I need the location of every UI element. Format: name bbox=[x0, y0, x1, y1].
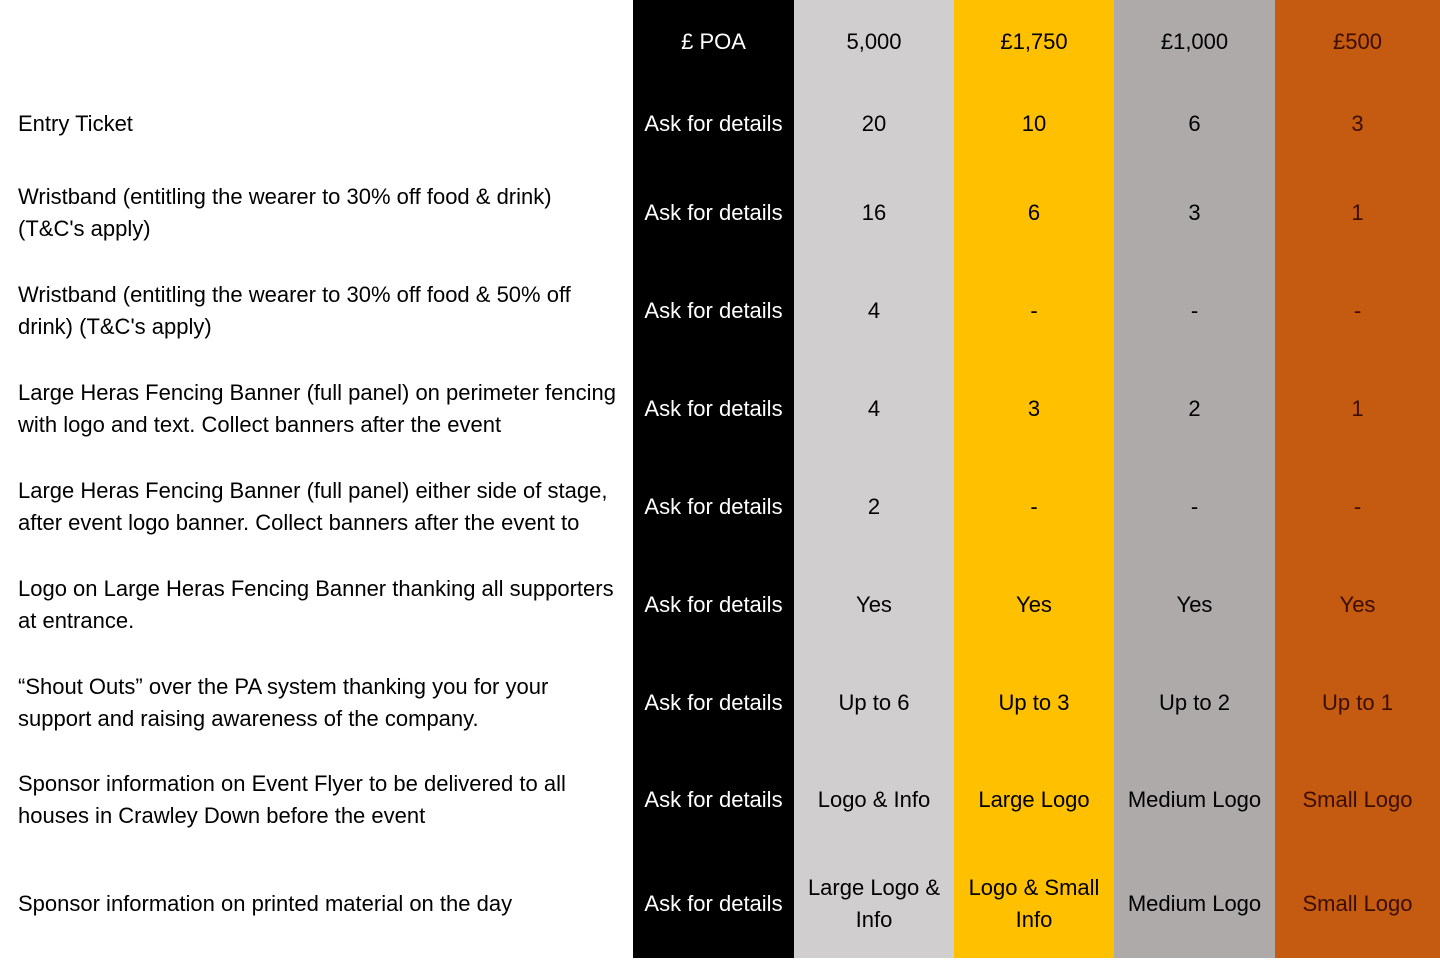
row-label: Sponsor information on printed material on the day bbox=[18, 890, 513, 916]
row-tier4: 1 bbox=[1351, 396, 1364, 421]
row-poa: Ask for details bbox=[644, 592, 783, 617]
row-tier1: 4 bbox=[867, 298, 881, 323]
row-tier4: Up to 1 bbox=[1322, 689, 1393, 715]
row-label: Logo on Large Heras Fencing Banner thanking all supporters at entrance. bbox=[18, 576, 614, 633]
row-tier3: 6 bbox=[1188, 111, 1201, 136]
row-tier3: - bbox=[1190, 494, 1199, 519]
row-poa: Ask for details bbox=[644, 298, 783, 323]
row-tier1: Yes bbox=[856, 592, 892, 617]
row-tier4: 3 bbox=[1351, 111, 1364, 136]
row-label: Large Heras Fencing Banner (full panel) either side of stage, after event logo banner. Collect banners after the event to bbox=[18, 478, 608, 535]
row-label: Wristband (entitling the wearer to 30% off food & 50% off drink) (T&C's apply) bbox=[18, 282, 571, 339]
row-tier4: - bbox=[1353, 298, 1362, 323]
row-poa: Ask for details bbox=[644, 494, 783, 519]
row-tier1: 2 bbox=[867, 494, 881, 519]
row-tier3: Medium Logo bbox=[1127, 890, 1262, 916]
row-tier3: Up to 2 bbox=[1159, 689, 1230, 715]
row-poa: Ask for details bbox=[644, 689, 783, 715]
row-tier1: Logo & Info bbox=[817, 787, 931, 812]
header-tier2: £1,750 bbox=[1000, 29, 1068, 54]
row-tier1: 20 bbox=[861, 111, 887, 136]
header-poa: £ POA bbox=[681, 29, 746, 54]
row-label: Wristband (entitling the wearer to 30% off food & drink) (T&C's apply) bbox=[18, 184, 552, 241]
row-tier3: - bbox=[1190, 298, 1199, 323]
row-tier2: Yes bbox=[1016, 592, 1052, 617]
row-tier2: Logo & Small Info bbox=[968, 874, 1100, 932]
row-tier4: Small Logo bbox=[1302, 890, 1413, 916]
row-tier4: Small Logo bbox=[1302, 787, 1413, 812]
row-label: Entry Ticket bbox=[18, 111, 133, 136]
row-tier4: 1 bbox=[1351, 200, 1364, 225]
row-poa: Ask for details bbox=[644, 890, 783, 916]
row-tier2: Large Logo bbox=[978, 787, 1090, 812]
row-label: Large Heras Fencing Banner (full panel) on perimeter fencing with logo and text. Collect banners after the event bbox=[18, 380, 616, 437]
row-tier1: Large Logo & Info bbox=[807, 874, 941, 932]
row-tier3: Yes bbox=[1176, 592, 1213, 617]
row-tier2: 3 bbox=[1027, 396, 1041, 421]
row-poa: Ask for details bbox=[644, 200, 783, 225]
row-tier4: Yes bbox=[1339, 592, 1376, 617]
row-tier3: 2 bbox=[1188, 396, 1201, 421]
header-tier3: £1,000 bbox=[1160, 29, 1229, 54]
row-tier2: - bbox=[1030, 298, 1038, 323]
row-tier3: Medium Logo bbox=[1127, 787, 1262, 812]
row-poa: Ask for details bbox=[644, 111, 783, 136]
row-tier3: 3 bbox=[1188, 200, 1201, 225]
row-tier2: 6 bbox=[1027, 200, 1041, 225]
row-tier2: 10 bbox=[1021, 111, 1047, 136]
row-tier1: 4 bbox=[867, 396, 881, 421]
row-tier4: - bbox=[1353, 494, 1362, 519]
header-tier4: £500 bbox=[1333, 29, 1382, 54]
row-tier2: Up to 3 bbox=[998, 689, 1070, 715]
row-label: “Shout Outs” over the PA system thanking you for your support and raising awareness of the company. bbox=[18, 673, 549, 731]
row-tier1: Up to 6 bbox=[838, 689, 910, 715]
row-poa: Ask for details bbox=[644, 787, 783, 812]
row-label: Sponsor information on Event Flyer to be delivered to all houses in Crawley Down before the event bbox=[18, 771, 566, 828]
row-tier1: 16 bbox=[861, 200, 887, 225]
header-tier1: 5,000 bbox=[846, 29, 902, 54]
row-poa: Ask for details bbox=[644, 396, 783, 421]
row-tier2: - bbox=[1030, 494, 1038, 519]
